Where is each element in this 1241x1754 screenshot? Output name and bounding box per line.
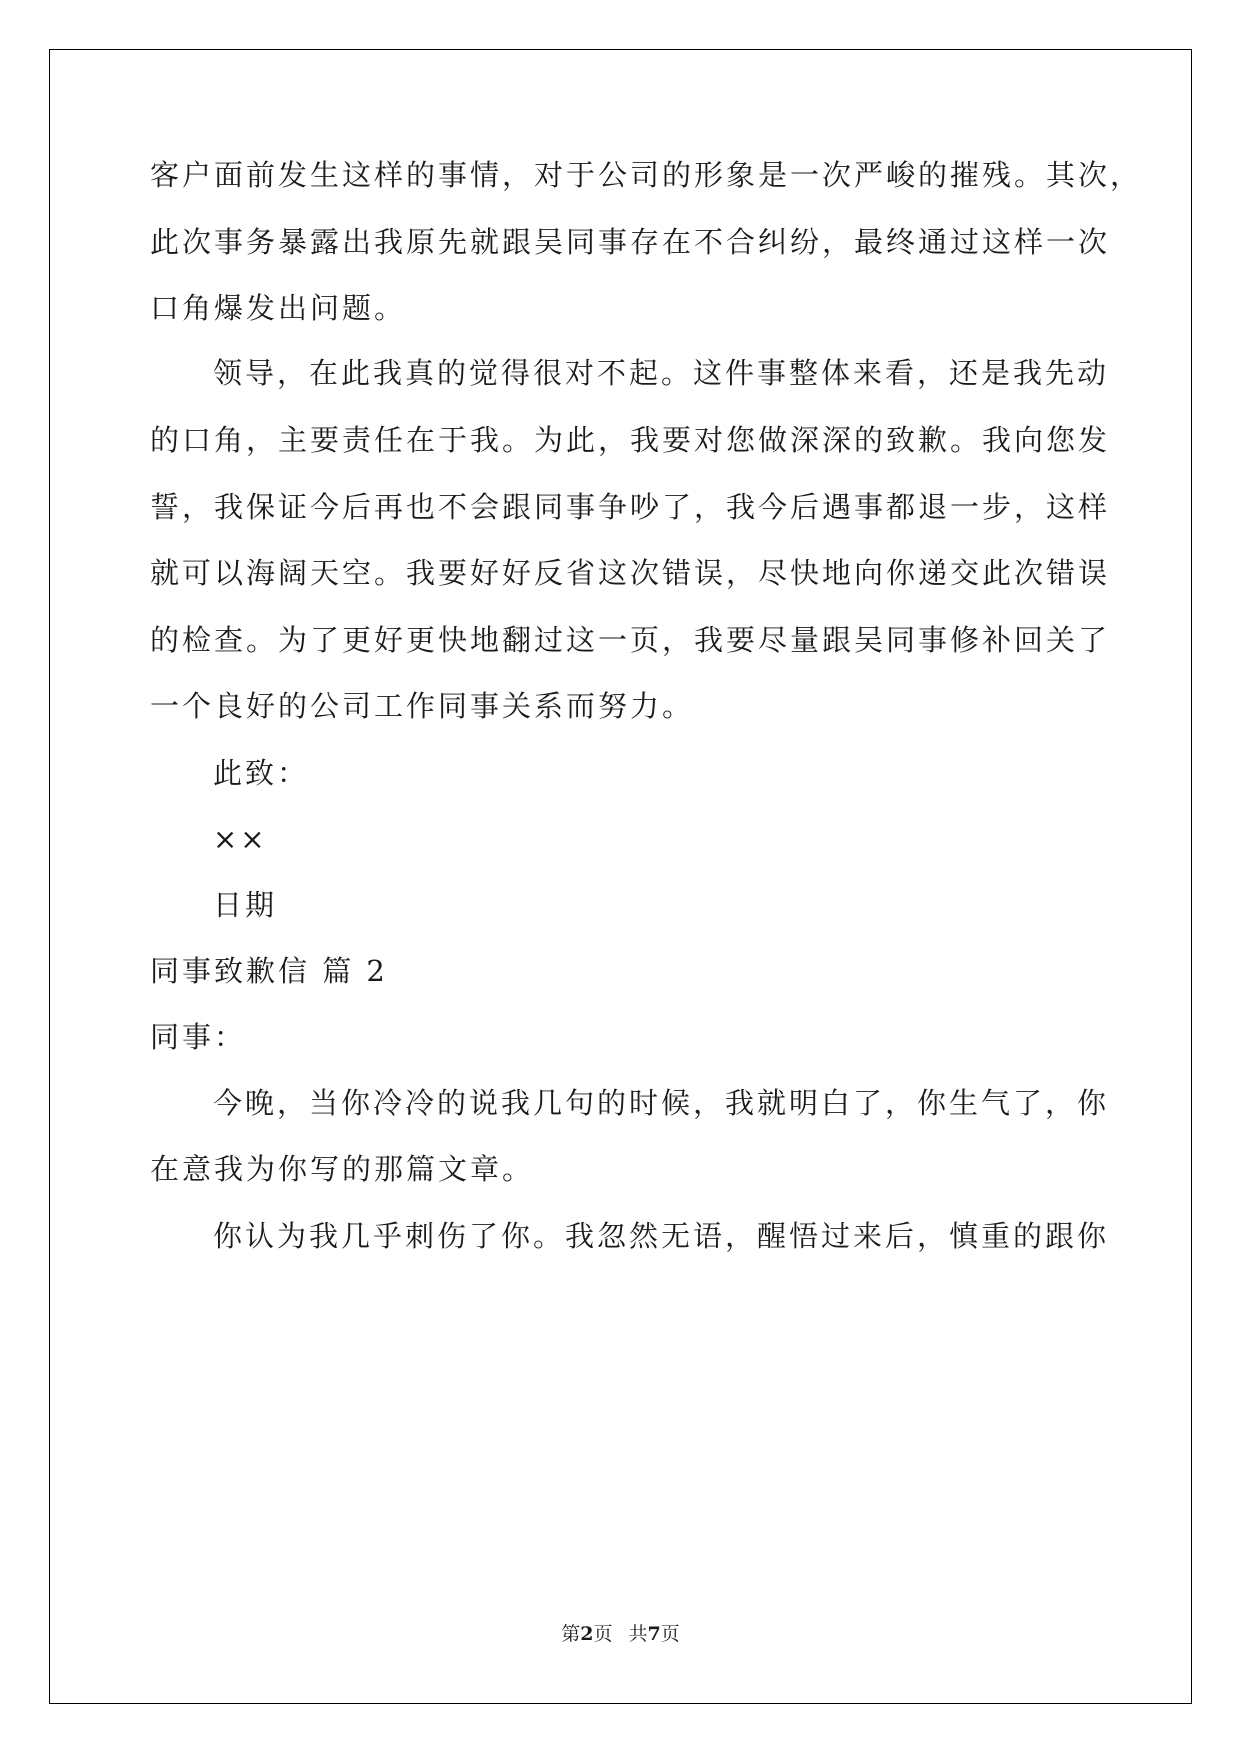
page-suffix: 页 (593, 1623, 613, 1645)
page-current: 2 (580, 1623, 594, 1645)
total-prefix: 共 (628, 1623, 648, 1645)
body-line: 就可以海阔天空。我要好好反省这次错误，尽快地向你递交此次错误 (150, 556, 1111, 590)
body-line: 在意我为你写的那篇文章。 (150, 1152, 535, 1186)
body-line: 的口角，主要责任在于我。为此，我要对您做深深的致歉。我向您发 (150, 423, 1111, 457)
date-label: 日期 (213, 888, 278, 922)
body-line: 的检查。为了更好更快地翻过这一页，我要尽量跟吴同事修补回关了 (150, 623, 1111, 657)
body-line: 你认为我几乎刺伤了你。我忽然无语，醒悟过来后，慎重的跟你 (213, 1219, 1110, 1253)
total-suffix: 页 (660, 1623, 680, 1645)
body-line: 今晚，当你冷冷的说我几句的时候，我就明白了，你生气了，你 (213, 1086, 1110, 1120)
body-line: 一个良好的公司工作同事关系而努力。 (150, 689, 695, 723)
body-line: 口角爆发出问题。 (150, 291, 407, 325)
body-line: 客户面前发生这样的事情，对于公司的形象是一次严峻的摧残。其次， (150, 158, 1143, 192)
page-total: 7 (647, 1623, 661, 1645)
section-title: 同事致歉信 篇 2 (150, 954, 388, 988)
body-line: 领导，在此我真的觉得很对不起。这件事整体来看，还是我先动 (213, 356, 1110, 390)
page-prefix: 第 (561, 1623, 581, 1645)
letter-salutation: 同事： (150, 1020, 247, 1054)
signature: ×× (213, 822, 268, 856)
closing-salutation: 此致： (213, 756, 310, 790)
page-footer (0, 1622, 1241, 1646)
body-line: 誓，我保证今后再也不会跟同事争吵了，我今后遇事都退一步，这样 (150, 490, 1111, 524)
body-line: 此次事务暴露出我原先就跟吴同事存在不合纠纷，最终通过这样一次 (150, 225, 1111, 259)
